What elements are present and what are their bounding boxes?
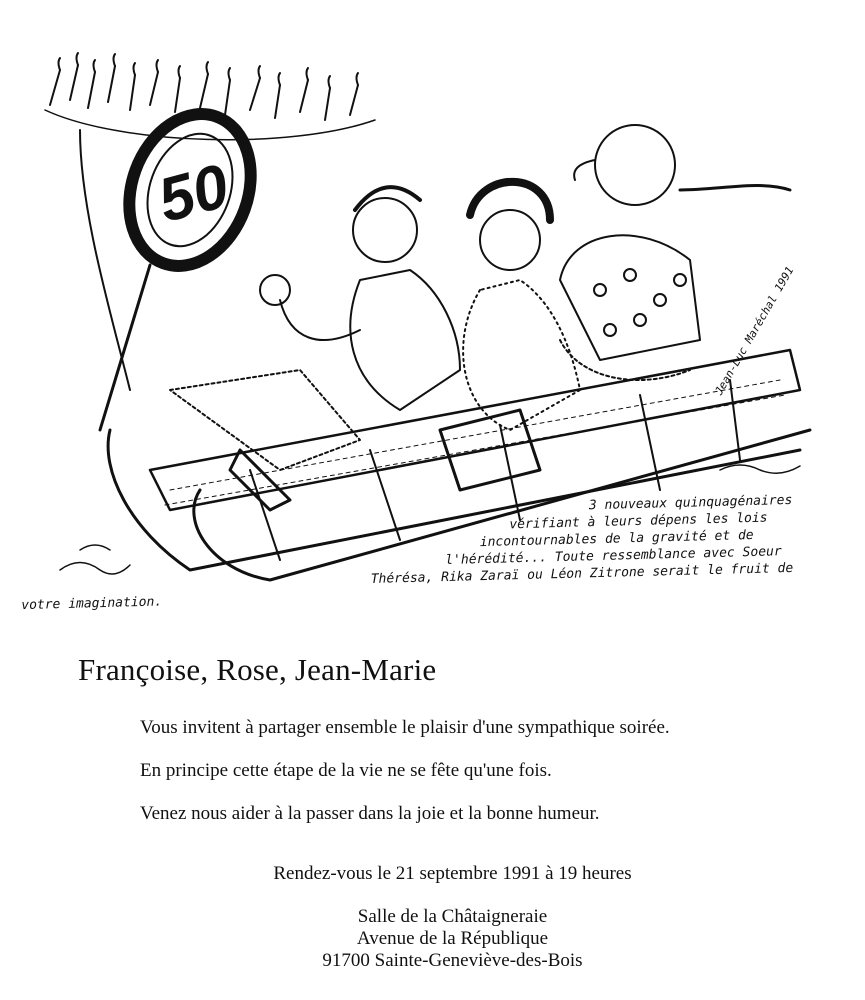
address-line: 91700 Sainte-Geneviève-des-Bois [322,950,583,971]
address-line: Salle de la Châtaigneraie [357,906,548,927]
rider-left [170,187,460,510]
illustration-caption [21,491,821,614]
sign-number: 50 [151,151,236,236]
invitation-line: Vous invitent à partager ensemble le plaisir d'une sympathique soirée. [140,717,670,738]
invitation-line: Venez nous aider à la passer dans la joie et la bonne humeur. [140,803,600,824]
caption-line: incontournables de la gravité et de [479,527,754,551]
invitation-line: En principe cette étape de la vie ne se fête qu'une fois. [140,760,552,781]
invitation-text [140,716,780,845]
caption-line: Thérésa, Rika Zaraï ou Léon Zitrone serait le fruit de [370,560,794,587]
caption-line: 3 nouveaux quinquagénaires [588,492,793,514]
caption-line: votre imagination. [21,594,163,614]
artist-signature: Jean-Luc Maréchal 1991 [712,264,797,398]
caption-line: vérifiant à leurs dépens les lois [509,510,768,533]
speed-sign-50 [100,97,271,430]
rider-middle [440,182,580,490]
rendezvous-line: Rendez-vous le 21 septembre 1991 à 19 heures [273,863,632,884]
host-names: Françoise, Rose, Jean-Marie [78,652,437,687]
venue-address [0,906,865,972]
caption-line: l'hérédité... Toute ressemblance avec Soeur [445,544,782,569]
address-line: Avenue de la République [356,928,549,949]
